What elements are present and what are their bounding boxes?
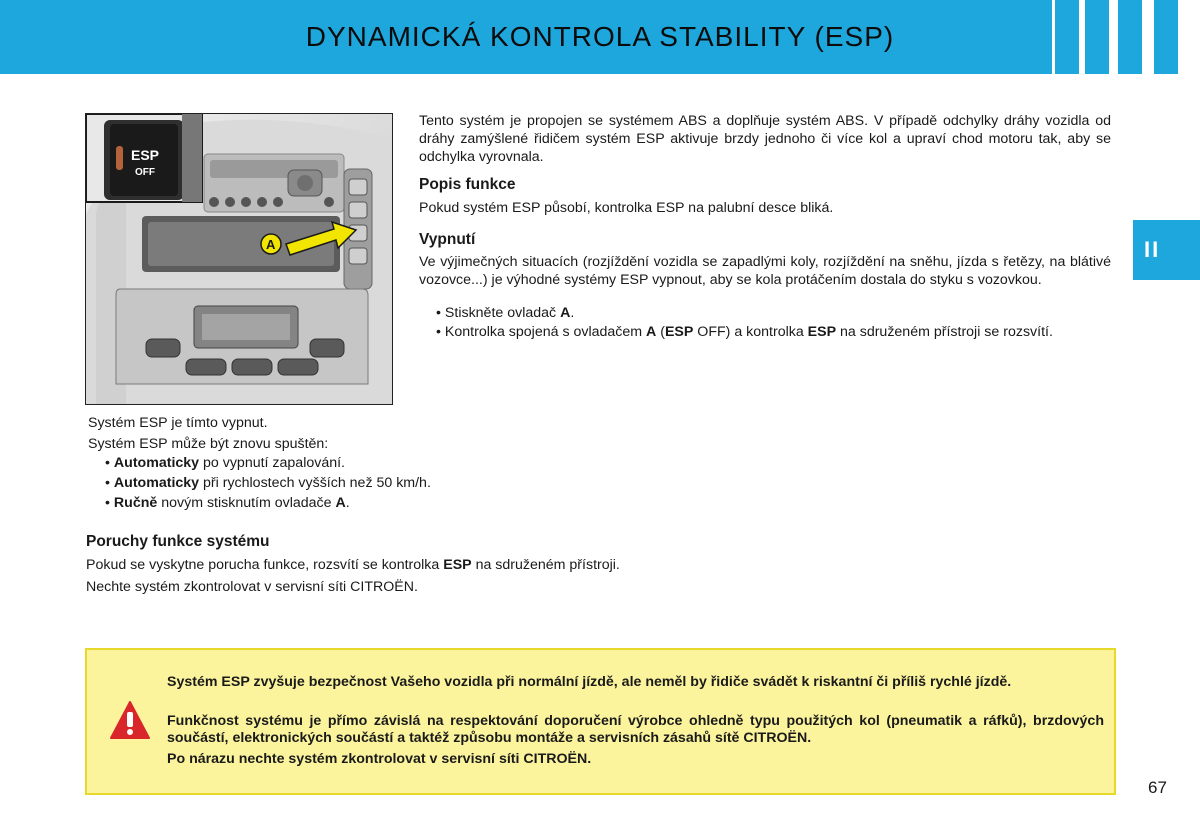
restart-note: Systém ESP může být znovu spuštěn: (88, 436, 329, 452)
list-item: • Ručně novým stisknutím ovladače A. (105, 495, 350, 511)
header-stripe (1142, 0, 1154, 74)
bullet-glyph: • (105, 455, 114, 471)
header-stripe (1079, 0, 1085, 74)
poruchy-line-2: Nechte systém zkontrolovat v servisní síti CITROËN. (86, 579, 418, 595)
warning-triangle-icon (109, 700, 151, 740)
warning-paragraph-1: Systém ESP zvyšuje bezpečnost Vašeho vozidla při normální jízdě, ale neměl by řidiče svádět k riskantní či příliš rychlé jízdě. (167, 674, 1012, 690)
header-stripe (1052, 0, 1055, 74)
vypnuti-paragraph: Ve výjimečných situacích (rozjíždění vozidla se zapadlými koly, rozjíždění na sněhu, jízda s řetězy, na blátivé vozovce...) je výhodné systémy ESP vypnout, aby se kola protáčením dostala do styku s vozovkou. (419, 254, 1111, 288)
esp-button-label: ESP (131, 147, 160, 163)
bullet-glyph: • (436, 324, 445, 340)
callout-label: A (266, 237, 276, 252)
header-stripe (1178, 0, 1200, 74)
section-heading-popis: Popis funkce (419, 176, 516, 193)
popis-paragraph: Pokud systém ESP působí, kontrolka ESP na palubní desce bliká. (419, 200, 834, 216)
chapter-tab (1133, 220, 1200, 280)
warning-box (85, 648, 1116, 795)
disabled-note: Systém ESP je tímto vypnut. (88, 415, 268, 431)
page-number: 67 (1148, 778, 1167, 797)
list-item: • Automaticky po vypnutí zapalování. (105, 455, 345, 471)
warning-paragraph-2: Funkčnost systému je přímo závislá na respektování doporučení výrobce ohledně typu použitých kol (pneumatik a ráfků), brzdových součástí, elektronických součástí a taktéž způsobu montáže a servisních zásahů sítě CITROËN. (167, 713, 1104, 746)
intro-paragraph: Tento systém je propojen se systémem ABS a doplňuje systém ABS. V případě odchylky dráhy vozidla od dráhy zamýšlené řidičem systém ESP aktivuje brzdy jednoho či více kol a upraví chod motoru tak, aby se odchylka vyrovnala. (419, 113, 1111, 165)
section-heading-poruchy: Poruchy funkce systému (86, 533, 270, 550)
page-header (0, 0, 1200, 74)
section-heading-vypnuti: Vypnutí (419, 231, 476, 248)
bullet-glyph: • (105, 495, 114, 511)
dashboard-illustration (85, 113, 393, 405)
poruchy-line-1: Pokud se vyskytne porucha funkce, rozsvítí se kontrolka ESP na sdruženém přístroji. (86, 557, 620, 573)
list-item: • Automaticky při rychlostech vyšších než 50 km/h. (105, 475, 431, 491)
bullet-glyph: • (105, 475, 114, 491)
off-button-label: OFF (135, 167, 155, 178)
chapter-tab-label: II (1144, 237, 1161, 262)
list-item: • Kontrolka spojená s ovladačem A (ESP OFF) a kontrolka ESP na sdruženém přístroji se rozsvítí. (436, 324, 1053, 340)
header-stripe (1109, 0, 1118, 74)
list-item: • Stiskněte ovladač A. (436, 305, 575, 321)
page-title: DYNAMICKÁ KONTROLA STABILITY (ESP) (305, 21, 895, 52)
warning-paragraph-3: Po nárazu nechte systém zkontrolovat v servisní síti CITROËN. (167, 751, 592, 767)
bullet-glyph: • (436, 305, 445, 321)
